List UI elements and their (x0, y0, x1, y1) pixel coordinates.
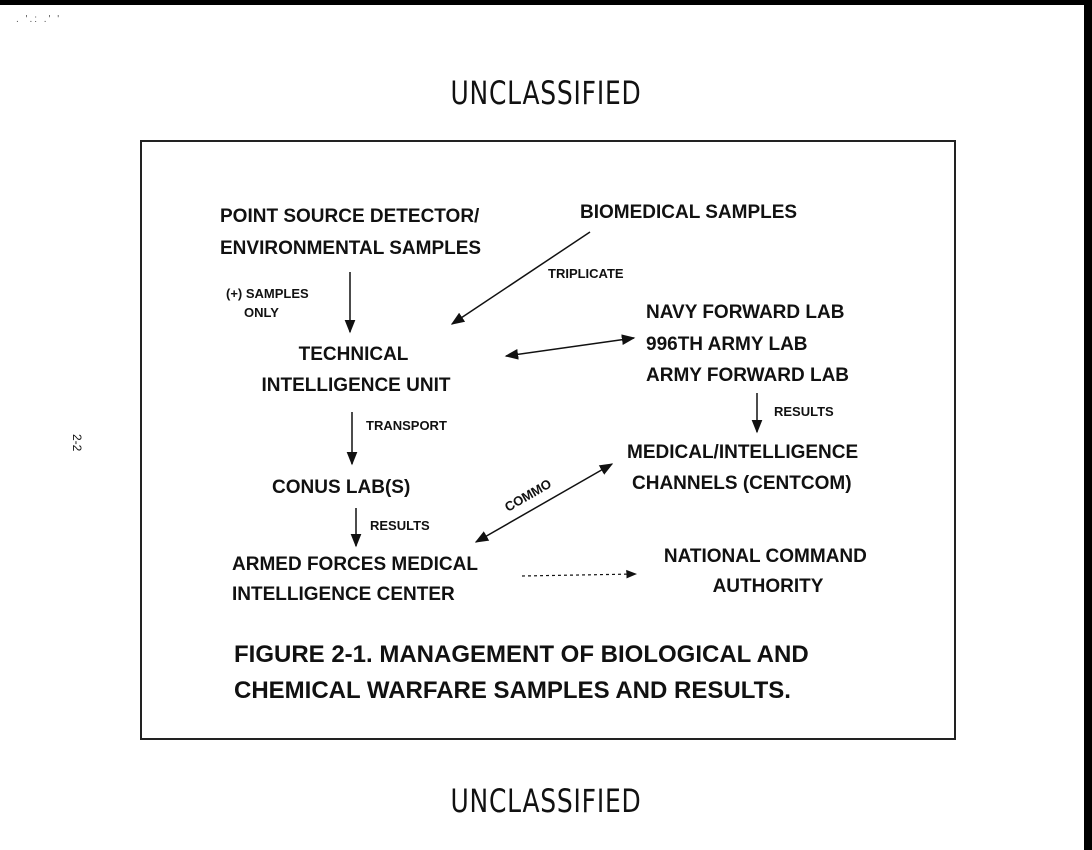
label-transport: TRANSPORT (366, 418, 447, 433)
node-point-source: POINT SOURCE DETECTOR/ ENVIRONMENTAL SAMPLES (220, 206, 482, 259)
arrow-afmic-to-nca-dotted (522, 574, 636, 576)
arrow-afmic-medical-channels-bidirectional (476, 464, 612, 542)
node-medical-intelligence-channels: MEDICAL/INTELLIGENCE CHANNELS (CENTCOM) (627, 442, 859, 494)
scan-marks: . '.: .' ' (16, 14, 62, 25)
label-results-conus: RESULTS (370, 518, 430, 533)
node-national-command-authority: NATIONAL COMMAND AUTHORITY (663, 546, 867, 597)
label-positive-samples-only: (+) SAMPLES ONLY (226, 286, 309, 320)
node-technical-intelligence-unit: TECHNICAL INTELLIGENCE UNIT (261, 344, 451, 396)
top-classification-marking: UNCLASSIFIED (450, 74, 642, 112)
node-labs: NAVY FORWARD LAB 996TH ARMY LAB ARMY FORWARD LAB (646, 302, 850, 386)
label-results-labs: RESULTS (774, 404, 834, 419)
node-conus-labs: CONUS LAB(S) (272, 477, 411, 498)
node-afmic: ARMED FORCES MEDICAL INTELLIGENCE CENTER (232, 554, 478, 605)
label-commo: COMMO (502, 475, 554, 515)
node-biomedical-samples: BIOMEDICAL SAMPLES (580, 202, 798, 223)
label-triplicate: TRIPLICATE (548, 266, 624, 281)
arrow-tiu-labs-bidirectional (506, 338, 634, 356)
figure-caption: FIGURE 2-1. MANAGEMENT OF BIOLOGICAL AND CHEMICAL WARFARE SAMPLES AND RESULTS. (234, 641, 809, 704)
page-number: 2-2 (70, 434, 84, 452)
bottom-classification-marking: UNCLASSIFIED (450, 782, 642, 820)
